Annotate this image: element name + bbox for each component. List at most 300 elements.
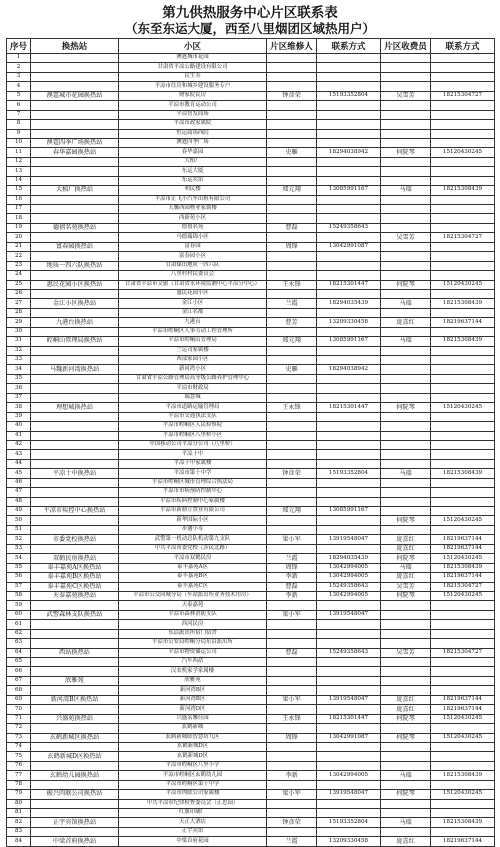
row-index: 30 <box>7 327 31 336</box>
station-name: 崆峒山管理局换热站 <box>31 337 119 346</box>
station-name <box>31 327 119 336</box>
collector-phone <box>431 629 495 638</box>
repair-person <box>267 110 317 119</box>
fee-collector <box>381 752 431 761</box>
table-row <box>7 639 495 648</box>
table-header-row <box>7 39 495 54</box>
repair-phone: 13042991087 <box>317 733 381 742</box>
repair-person <box>267 525 317 534</box>
col-header-index: 序号 <box>7 39 31 54</box>
row-index: 50 <box>7 516 31 525</box>
table-row <box>7 440 495 449</box>
repair-phone <box>317 752 381 761</box>
repair-phone: 15249358643 <box>317 648 381 657</box>
station-name: 玄鹤新城区换热站 <box>31 733 119 742</box>
col-header-collector: 片区收费员 <box>381 39 431 54</box>
community-name: 平凉市新鼎立置业有限公司 <box>119 507 267 516</box>
community-name: 新河湾B区 <box>119 695 267 704</box>
table-row <box>7 582 495 591</box>
community-name: 马德瑞锦小区 <box>119 233 267 242</box>
table-row <box>7 554 495 563</box>
col-header-repair-person: 片区维修人 <box>267 39 317 54</box>
fee-collector <box>381 478 431 487</box>
community-name: 平凉市崆峒区第十中学 <box>119 780 267 789</box>
table-row <box>7 714 495 723</box>
repair-phone <box>317 780 381 789</box>
repair-person <box>267 827 317 836</box>
repair-person: 李新 <box>267 771 317 780</box>
community-name: 平凉市森林消防支队 <box>119 610 267 619</box>
row-index: 49 <box>7 507 31 516</box>
table-row <box>7 780 495 789</box>
fee-collector: 何院琴 <box>381 733 431 742</box>
community-name: 泰丰嘉苑B区 <box>119 573 267 582</box>
community-name: 民生寿 <box>119 72 267 81</box>
repair-phone <box>317 214 381 223</box>
collector-phone <box>431 412 495 421</box>
collector-phone: 18215304727 <box>431 91 495 100</box>
table-row <box>7 837 495 846</box>
fee-collector <box>381 176 431 185</box>
row-index: 61 <box>7 620 31 629</box>
collector-phone: 18215308439 <box>431 186 495 195</box>
station-name <box>31 516 119 525</box>
repair-person <box>267 82 317 91</box>
repair-phone <box>317 54 381 63</box>
station-name <box>31 525 119 534</box>
table-row <box>7 101 495 110</box>
repair-phone: 13085991167 <box>317 337 381 346</box>
repair-phone <box>317 412 381 421</box>
station-name <box>31 289 119 298</box>
fee-collector <box>381 157 431 166</box>
row-index: 22 <box>7 252 31 261</box>
row-index: 64 <box>7 648 31 657</box>
station-name <box>31 252 119 261</box>
repair-phone <box>317 327 381 336</box>
table-row <box>7 120 495 129</box>
fee-collector <box>381 610 431 619</box>
table-row <box>7 563 495 572</box>
community-name: 平凉市第十中学 <box>119 469 267 478</box>
row-index: 36 <box>7 384 31 393</box>
station-name: 平凉十中换热站 <box>31 469 119 478</box>
repair-person: 周锋 <box>267 733 317 742</box>
row-index: 25 <box>7 280 31 289</box>
collector-phone <box>431 478 495 487</box>
fee-collector: 庞喜红 <box>381 705 431 714</box>
community-name: 平凉市教育运动公司 <box>119 101 267 110</box>
community-name: 平凉市崆峒区城市管理综合执法局 <box>119 478 267 487</box>
table-body <box>7 54 495 847</box>
repair-person <box>267 639 317 648</box>
community-name: 惠民花园小区 <box>119 289 267 298</box>
repair-person <box>267 120 317 129</box>
repair-person <box>267 327 317 336</box>
station-name <box>31 705 119 714</box>
repair-phone <box>317 138 381 147</box>
table-row <box>7 676 495 685</box>
collector-phone <box>431 365 495 374</box>
repair-person <box>267 431 317 440</box>
collector-phone <box>431 82 495 91</box>
row-index: 55 <box>7 563 31 572</box>
row-index: 72 <box>7 724 31 733</box>
row-index: 2 <box>7 63 31 72</box>
fee-collector <box>381 214 431 223</box>
community-name: 恒运商场西院 <box>119 129 267 138</box>
table-row <box>7 186 495 195</box>
station-name: 天泰嘉苑换热站 <box>31 591 119 600</box>
community-name: 平凉市崆峒区人民检察院 <box>119 422 267 431</box>
collector-phone <box>431 450 495 459</box>
row-index: 83 <box>7 827 31 836</box>
station-name <box>31 761 119 770</box>
repair-phone: 15193352804 <box>317 469 381 478</box>
table-row <box>7 809 495 818</box>
row-index: 74 <box>7 742 31 751</box>
station-name <box>31 629 119 638</box>
repair-phone <box>317 176 381 185</box>
fee-collector <box>381 450 431 459</box>
collector-phone: 18219637144 <box>431 573 495 582</box>
table-row <box>7 422 495 431</box>
repair-person <box>267 214 317 223</box>
repair-person: 钟彦荣 <box>267 91 317 100</box>
station-name: 金江小区换热站 <box>31 299 119 308</box>
fee-collector: 吴雪芳 <box>381 91 431 100</box>
table-row <box>7 478 495 487</box>
row-index: 11 <box>7 148 31 157</box>
station-name <box>31 195 119 204</box>
repair-person <box>267 686 317 695</box>
collector-phone <box>431 676 495 685</box>
repair-phone <box>317 63 381 72</box>
repair-phone <box>317 356 381 365</box>
repair-person: 钟彦荣 <box>267 469 317 478</box>
collector-phone: 18219637144 <box>431 695 495 704</box>
repair-person <box>267 157 317 166</box>
row-index: 9 <box>7 129 31 138</box>
row-index: 57 <box>7 582 31 591</box>
table-row <box>7 459 495 468</box>
table-row <box>7 535 495 544</box>
repair-phone <box>317 488 381 497</box>
row-index: 19 <box>7 223 31 232</box>
community-name: 瑞慧城 <box>119 393 267 402</box>
table-row <box>7 610 495 619</box>
station-name <box>31 82 119 91</box>
table-row <box>7 507 495 516</box>
row-index: 33 <box>7 356 31 365</box>
fee-collector <box>381 63 431 72</box>
repair-phone <box>317 308 381 317</box>
row-index: 41 <box>7 431 31 440</box>
fee-collector: 庞喜红 <box>381 318 431 327</box>
repair-person: 曹芳 <box>267 318 317 327</box>
repair-person: 郑元翔 <box>267 337 317 346</box>
collector-phone <box>431 497 495 506</box>
repair-person: 梁小军 <box>267 535 317 544</box>
table-row <box>7 469 495 478</box>
repair-phone <box>317 497 381 506</box>
repair-person <box>267 450 317 459</box>
repair-phone <box>317 233 381 242</box>
row-index: 81 <box>7 809 31 818</box>
collector-phone <box>431 393 495 402</box>
collector-phone: 15120430245 <box>431 516 495 525</box>
station-name <box>31 488 119 497</box>
table-row <box>7 544 495 553</box>
repair-phone <box>317 120 381 129</box>
fee-collector <box>381 261 431 270</box>
station-name: 振兴肉联公司换热站 <box>31 790 119 799</box>
repair-person <box>267 459 317 468</box>
fee-collector <box>381 658 431 667</box>
station-name: 欣雅苑 <box>31 676 119 685</box>
fee-collector: 吴雪芳 <box>381 233 431 242</box>
repair-phone <box>317 431 381 440</box>
row-index: 68 <box>7 686 31 695</box>
community-name: 财家院民房 <box>119 91 267 100</box>
repair-person <box>267 54 317 63</box>
fee-collector <box>381 308 431 317</box>
fee-collector <box>381 629 431 638</box>
collector-phone <box>431 440 495 449</box>
collector-phone <box>431 129 495 138</box>
collector-phone <box>431 101 495 110</box>
fee-collector <box>381 431 431 440</box>
page-subtitle: （东至东运大厦，西至八里烟团区域热用户） <box>124 21 375 36</box>
contact-table <box>6 38 495 847</box>
row-index: 31 <box>7 337 31 346</box>
row-index: 82 <box>7 818 31 827</box>
station-name <box>31 450 119 459</box>
repair-person <box>267 809 317 818</box>
repair-person: 兰霞 <box>267 299 317 308</box>
fee-collector <box>381 686 431 695</box>
row-index: 66 <box>7 667 31 676</box>
table-row <box>7 195 495 204</box>
station-name: 澳霆四季广场换热站 <box>31 138 119 147</box>
fee-collector <box>381 365 431 374</box>
community-name: 平凉市疾病控制中心家属楼 <box>119 497 267 506</box>
fee-collector: 马瑞 <box>381 337 431 346</box>
repair-phone <box>317 658 381 667</box>
collector-phone <box>431 167 495 176</box>
fee-collector: 何院琴 <box>381 403 431 412</box>
table-row <box>7 771 495 780</box>
repair-person <box>267 205 317 214</box>
repair-phone: 18294035439 <box>317 554 381 563</box>
row-index: 34 <box>7 365 31 374</box>
station-name: 武警森林支队换热站 <box>31 610 119 619</box>
repair-phone <box>317 639 381 648</box>
repair-phone <box>317 742 381 751</box>
community-name: 平凉市物资储运公司 <box>119 648 267 657</box>
repair-phone <box>317 205 381 214</box>
table-row <box>7 742 495 751</box>
table-row <box>7 214 495 223</box>
repair-person <box>267 195 317 204</box>
repair-phone <box>317 346 381 355</box>
row-index: 70 <box>7 705 31 714</box>
row-index: 51 <box>7 525 31 534</box>
collector-phone <box>431 686 495 695</box>
fee-collector <box>381 252 431 261</box>
fee-collector <box>381 827 431 836</box>
station-name: 平凉市疾控中心换热站 <box>31 507 119 516</box>
repair-phone <box>317 601 381 610</box>
repair-person <box>267 620 317 629</box>
row-index: 3 <box>7 72 31 81</box>
fee-collector: 吴雪芳 <box>381 648 431 657</box>
repair-phone <box>317 129 381 138</box>
table-row <box>7 374 495 383</box>
community-name: 平凉市崆峒区八里桥小区 <box>119 431 267 440</box>
table-row <box>7 591 495 600</box>
table-row <box>7 157 495 166</box>
station-name <box>31 384 119 393</box>
community-name: 天正大酒店 <box>119 818 267 827</box>
repair-phone <box>317 459 381 468</box>
collector-phone: 18215304727 <box>431 648 495 657</box>
station-name: 理想城换热站 <box>31 403 119 412</box>
table-row <box>7 176 495 185</box>
station-name <box>31 440 119 449</box>
fee-collector <box>381 289 431 298</box>
row-index: 80 <box>7 799 31 808</box>
collector-phone <box>431 157 495 166</box>
repair-phone <box>317 82 381 91</box>
fee-collector <box>381 205 431 214</box>
repair-person: 王永锋 <box>267 280 317 289</box>
station-name: 泰丰嘉苑A区换热站 <box>31 563 119 572</box>
collector-phone: 18219637144 <box>431 837 495 846</box>
repair-phone: 13042994005 <box>317 573 381 582</box>
station-name <box>31 667 119 676</box>
fee-collector: 吴雪芳 <box>381 582 431 591</box>
row-index: 21 <box>7 242 31 251</box>
table-row <box>7 261 495 270</box>
table-row <box>7 318 495 327</box>
community-name: 兴盛名馨佳园 <box>119 714 267 723</box>
fee-collector: 何院琴 <box>381 280 431 289</box>
station-name: 大植厂换热站 <box>31 186 119 195</box>
row-index: 54 <box>7 554 31 563</box>
station-name: 德禧名苑换热站 <box>31 223 119 232</box>
station-name <box>31 742 119 751</box>
repair-person <box>267 129 317 138</box>
community-name: 正宇宾馆 <box>119 827 267 836</box>
community-name: 西河民房 <box>119 620 267 629</box>
collector-phone <box>431 431 495 440</box>
repair-phone <box>317 761 381 770</box>
table-row <box>7 761 495 770</box>
station-name: 市委党校换热站 <box>31 535 119 544</box>
station-name <box>31 639 119 648</box>
station-name <box>31 308 119 317</box>
row-index: 5 <box>7 91 31 100</box>
collector-phone: 18215304727 <box>431 582 495 591</box>
table-row <box>7 431 495 440</box>
fee-collector <box>381 138 431 147</box>
row-index: 45 <box>7 469 31 478</box>
fee-collector <box>381 384 431 393</box>
repair-person <box>267 516 317 525</box>
fee-collector: 何院琴 <box>381 790 431 799</box>
community-name: 平凉市正飞小汽车出租有限公司 <box>119 195 267 204</box>
repair-person <box>267 384 317 393</box>
repair-phone <box>317 261 381 270</box>
table-row <box>7 299 495 308</box>
repair-person <box>267 780 317 789</box>
row-index: 27 <box>7 299 31 308</box>
collector-phone <box>431 63 495 72</box>
repair-phone <box>317 289 381 298</box>
repair-phone <box>317 450 381 459</box>
community-name: 玄鹤新城 <box>119 724 267 733</box>
repair-person <box>267 412 317 421</box>
collector-phone <box>431 799 495 808</box>
repair-person: 钟彦荣 <box>267 818 317 827</box>
collector-phone <box>431 110 495 119</box>
collector-phone <box>431 742 495 751</box>
table-row <box>7 733 495 742</box>
row-index: 29 <box>7 318 31 327</box>
row-index: 56 <box>7 573 31 582</box>
repair-person <box>267 761 317 770</box>
community-name: 新华国际小区 <box>119 516 267 525</box>
community-name: 平凉市财政局 <box>119 384 267 393</box>
fee-collector: 马瑞 <box>381 299 431 308</box>
station-name: 中梁首府换热站 <box>31 837 119 846</box>
collector-phone: 18215308439 <box>431 337 495 346</box>
station-name <box>31 809 119 818</box>
repair-person <box>267 374 317 383</box>
repair-phone <box>317 799 381 808</box>
collector-phone: 18215308439 <box>431 771 495 780</box>
repair-phone: 13042994005 <box>317 771 381 780</box>
station-name <box>31 167 119 176</box>
table-row <box>7 705 495 714</box>
table-row <box>7 289 495 298</box>
station-name <box>31 497 119 506</box>
collector-phone <box>431 138 495 147</box>
table-row <box>7 752 495 761</box>
station-name <box>31 271 119 280</box>
row-index: 18 <box>7 214 31 223</box>
repair-person <box>267 101 317 110</box>
row-index: 6 <box>7 101 31 110</box>
fee-collector: 庞喜红 <box>381 544 431 553</box>
station-name <box>31 412 119 421</box>
station-name <box>31 620 119 629</box>
collector-phone <box>431 72 495 81</box>
station-name <box>31 101 119 110</box>
collector-phone <box>431 223 495 232</box>
collector-phone: 18215304727 <box>431 233 495 242</box>
station-name: 正宇宾馆换热站 <box>31 818 119 827</box>
fee-collector: 何院琴 <box>381 591 431 600</box>
row-index: 16 <box>7 195 31 204</box>
row-index: 48 <box>7 497 31 506</box>
table-row <box>7 403 495 412</box>
community-name: 平凉市政家属院 <box>119 120 267 129</box>
station-name: 泰丰嘉苑C区换热站 <box>31 582 119 591</box>
fee-collector <box>381 101 431 110</box>
collector-phone: 18219637144 <box>431 544 495 553</box>
